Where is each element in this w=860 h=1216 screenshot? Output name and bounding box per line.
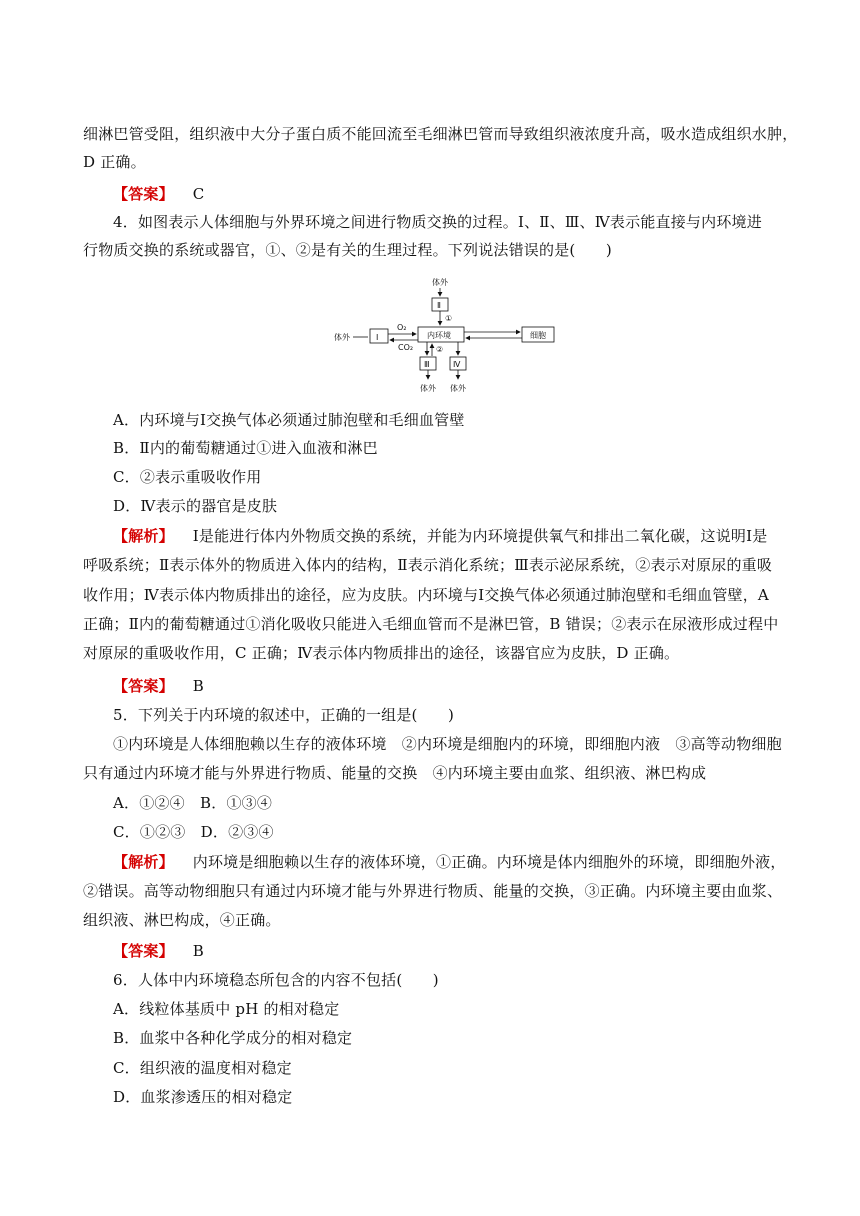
option-c: C．组织液的温度相对稳定 [113,1059,292,1077]
option-a: A．线粒体基质中 pH 的相对稳定 [113,1000,340,1018]
question-4-stem: 4．如图表示人体细胞与外界环境之间进行物质交换的过程。Ⅰ、Ⅱ、Ⅲ、Ⅳ表示能直接与内环境进 [113,213,762,231]
box-ii-label: Ⅱ [437,301,441,310]
answer-value: C [192,185,205,203]
cell-label: 细胞 [530,331,546,340]
answer-line [113,941,813,961]
exchange-diagram-svg [330,270,560,398]
answer-value: B [192,942,205,960]
inner-env-label: 内环境 [427,331,451,340]
outside-label-bottom-2: 体外 [450,384,466,393]
analysis-tag: 【解析】 [113,527,174,545]
question-5-items-cont: 只有通过内环境才能与外界进行物质、能量的交换 ④内环境主要由血浆、组织液、淋巴构成 [83,764,707,782]
text-line: 呼吸系统；Ⅱ表示体外的物质进入体内的结构，Ⅱ表示消化系统；Ⅲ表示泌尿系统，②表示对原尿的重吸 [83,556,773,574]
analysis-tag: 【解析】 [113,853,174,871]
text-line: 组织液、淋巴构成，④正确。 [83,911,281,929]
answer-tag: 【答案】 [113,185,174,203]
analysis-line [113,852,813,872]
outside-label-bottom-1: 体外 [420,384,436,393]
co2-label: CO₂ [398,343,414,352]
question-6-stem: 6．人体中内环境稳态所包含的内容不包括( ) [113,971,439,989]
option-c: C．②表示重吸收作用 [113,468,262,486]
answer-tag: 【答案】 [113,677,174,695]
options-ab: A．①②④ B．①③④ [113,794,273,812]
answer-value: B [192,677,205,695]
outside-label-left: 体外 [334,333,350,342]
o2-label: O₂ [397,323,407,332]
exchange-diagram [330,270,560,398]
question-4-stem-cont: 行物质交换的系统或器官，①、②是有关的生理过程。下列说法错误的是( ) [83,241,612,259]
box-iii-label: Ⅲ [424,360,430,369]
analysis-text: 内环境是细胞赖以生存的液体环境，①正确。内环境是体内细胞外的环境，即细胞外液， [192,853,786,871]
question-5-stem: 5．下列关于内环境的叙述中，正确的一组是( ) [113,706,455,724]
option-a: A．内环境与Ⅰ交换气体必须通过肺泡壁和毛细血管壁 [113,411,465,429]
option-d: D．Ⅳ表示的器官是皮肤 [113,497,278,515]
text-line: 收作用；Ⅳ表示体内物质排出的途径，应为皮肤。内环境与Ⅰ交换气体必须通过肺泡壁和毛细血管壁，A [83,586,769,604]
text-line: 正确；Ⅱ内的葡萄糖通过①消化吸收只能进入毛细血管而不是淋巴管，B 错误；②表示在尿液形成过程中 [83,615,779,633]
answer-line [113,676,813,696]
options-cd: C．①②③ D．②③④ [113,823,274,841]
question-5-items: ①内环境是人体细胞赖以生存的液体环境 ②内环境是细胞内的环境，即细胞内液 ③高等动物细胞 [113,735,782,753]
answer-tag: 【答案】 [113,942,174,960]
answer-line [113,184,813,204]
process-2-label: ② [436,345,444,354]
box-i-label: Ⅰ [376,333,379,342]
text-line: 对原尿的重吸收作用，C 正确；Ⅳ表示体内物质排出的途径，该器官应为皮肤，D 正确。 [83,644,680,662]
process-1-label: ① [445,314,453,323]
outside-label-top: 体外 [432,278,448,287]
text-line: ②错误。高等动物细胞只有通过内环境才能与外界进行物质、能量的交换，③正确。内环境主要由血浆、 [83,882,783,900]
analysis-text: Ⅰ是能进行体内外物质交换的系统，并能为内环境提供氧气和排出二氧化碳，这说明Ⅰ是 [192,527,768,545]
box-i [370,329,388,343]
option-b: B．血浆中各种化学成分的相对稳定 [113,1029,353,1047]
box-iv-label: Ⅳ [453,360,461,369]
text-line: 细淋巴管受阻，组织液中大分子蛋白质不能回流至毛细淋巴管而导致组织液浓度升高，吸水造成组织水肿， [83,125,798,143]
analysis-line [113,526,813,546]
option-b: B．Ⅱ内的葡萄糖通过①进入血液和淋巴 [113,439,378,457]
text-line: D 正确。 [83,153,146,171]
option-d: D．血浆渗透压的相对稳定 [113,1088,293,1106]
